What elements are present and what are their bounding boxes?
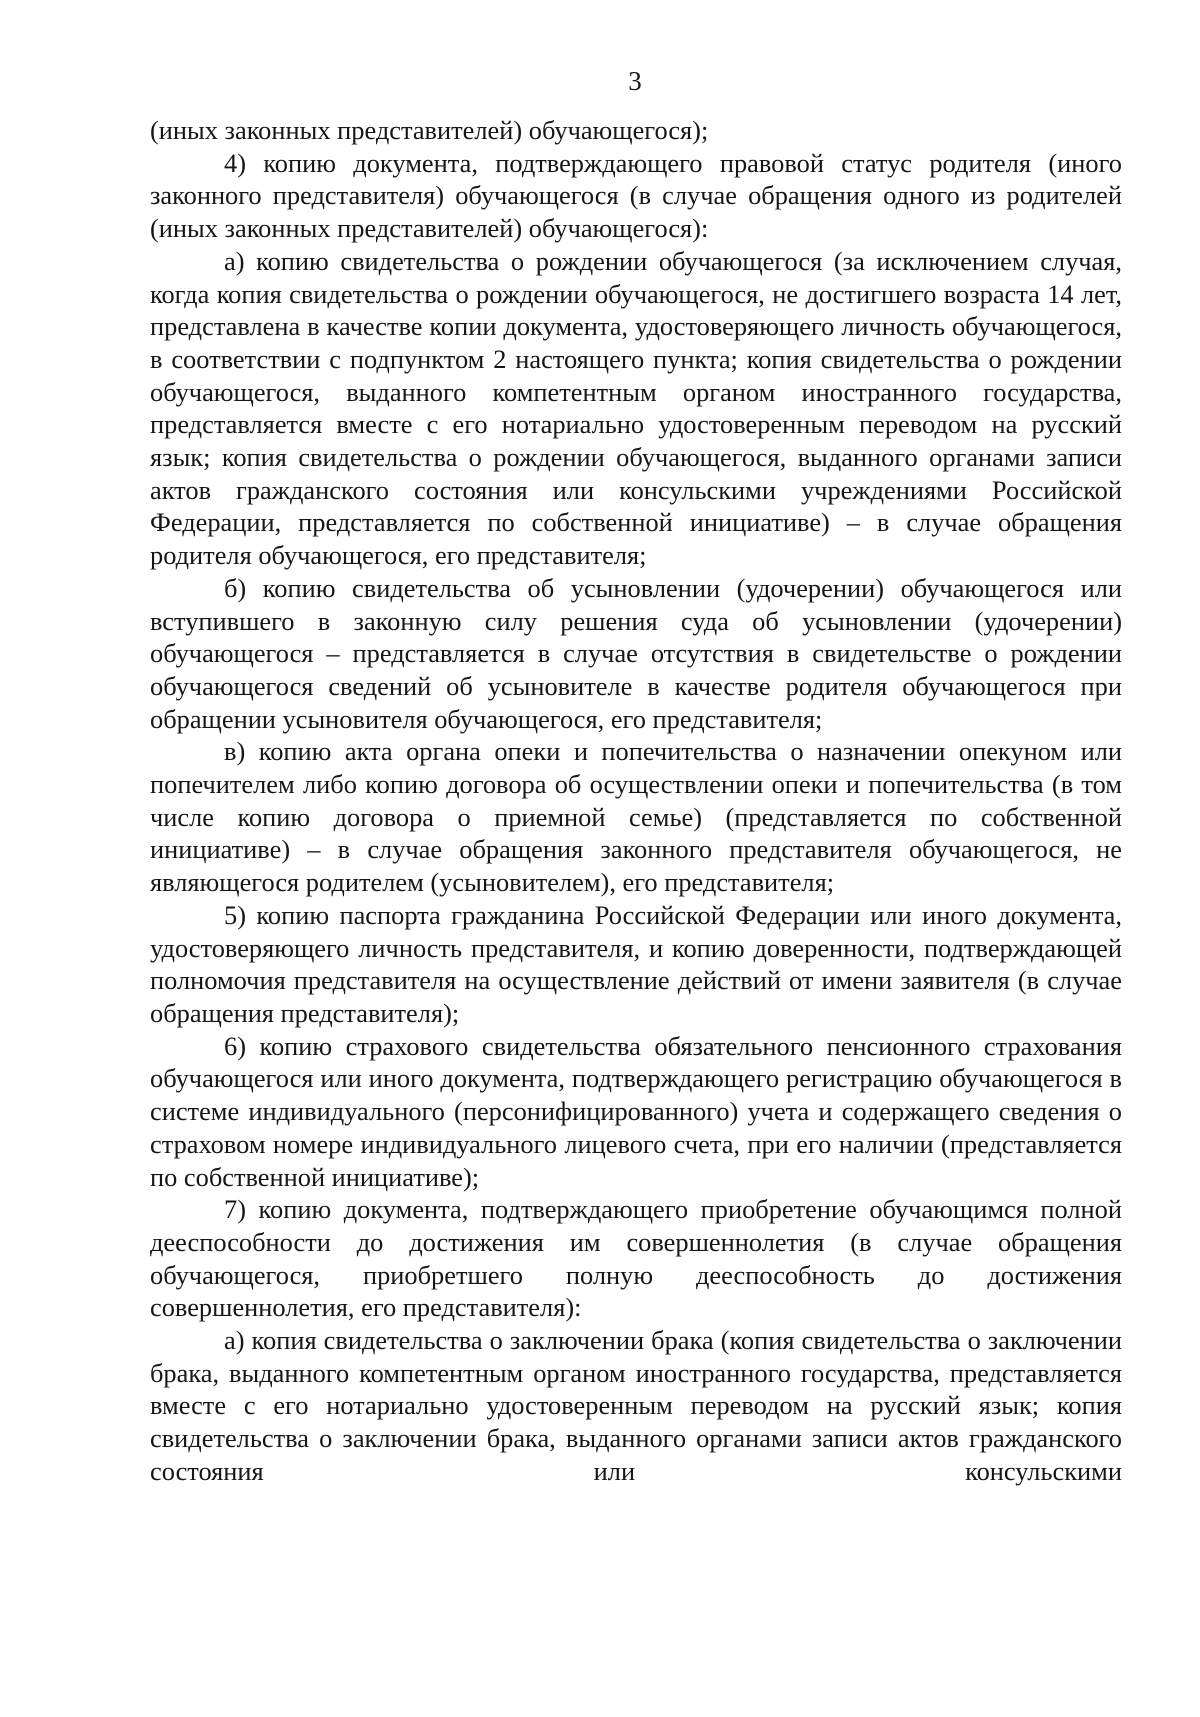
- paragraph-item-7a: а) копия свидетельства о заключении брака (копия свидетельства о заключении брака, выданного компетентным органом иностранного государства, представляется вместе с его нотариально удостоверенным переводом на русский язык; копия свидетельства о заключении брака, выданного органами записи актов гражданского состояния или консульскими: [150, 1325, 1122, 1486]
- paragraph-item-5: 5) копию паспорта гражданина Российской Федерации или иного документа, удостоверяющего личность представителя, и копию доверенности, подтверждающей полномочия представителя на осуществление действий от имени заявителя (в случае обращения представителя);: [150, 899, 1122, 1028]
- paragraph-continuation: (иных законных представителей) обучающегося);: [150, 115, 709, 145]
- paragraph-item-4v: в) копию акта органа опеки и попечительства о назначении опекуном или попечителем либо копию договора об осуществлении опеки и попечительства (в том числе копию договора о приемной семье) (представляется по собственной инициативе) – в случае обращения законного представителя обучающегося, не являющегося родителем (усыновителем), его представителя;: [150, 736, 1122, 898]
- paragraph-item-4: 4) копию документа, подтверждающего правовой статус родителя (иного законного представителя) обучающегося (в случае обращения одного из родителей (иных законных представителей) обучающегося):: [150, 147, 1122, 244]
- document-body: [150, 114, 1122, 1488]
- paragraph-item-4b: б) копию свидетельства об усыновлении (удочерении) обучающегося или вступившего в законную силу решения суда об усыновлении (удочерении) обучающегося – представляется в случае отсутствия в свидетельстве о рождении обучающегося сведений об усыновителе в качестве родителя обучающегося при обращении усыновителя обучающегося, его представителя;: [150, 572, 1122, 734]
- paragraph-item-7: 7) копию документа, подтверждающего приобретение обучающимся полной дееспособности до достижения им совершеннолетия (в случае обращения обучающегося, приобретшего полную дееспособность до достижения совершеннолетия, его представителя):: [150, 1194, 1122, 1323]
- paragraph-item-6: 6) копию страхового свидетельства обязательного пенсионного страхования обучающегося или иного документа, подтверждающего регистрацию обучающегося в системе индивидуального (персонифицированного) учета и содержащего сведения о страховом номере индивидуального лицевого счета, при его наличии (представляется по собственной инициативе);: [150, 1030, 1122, 1192]
- page-number: 3: [628, 66, 642, 96]
- paragraph-item-4a: а) копию свидетельства о рождении обучающегося (за исключением случая, когда копия свидетельства о рождении обучающегося, не достигшего возраста 14 лет, представлена в качестве копии документа, удостоверяющего личность обучающегося, в соответствии с подпунктом 2 настоящего пункта; копия свидетельства о рождении обучающегося, выданного компетентным органом иностранного государства, представляется вместе с его нотариально удостоверенным переводом на русский язык; копия свидетельства о рождении обучающегося, выданного органами записи актов гражданского состояния или консульскими учреждениями Российской Федерации, представляется по собственной инициативе) – в случае обращения родителя обучающегося, его представителя;: [150, 245, 1122, 571]
